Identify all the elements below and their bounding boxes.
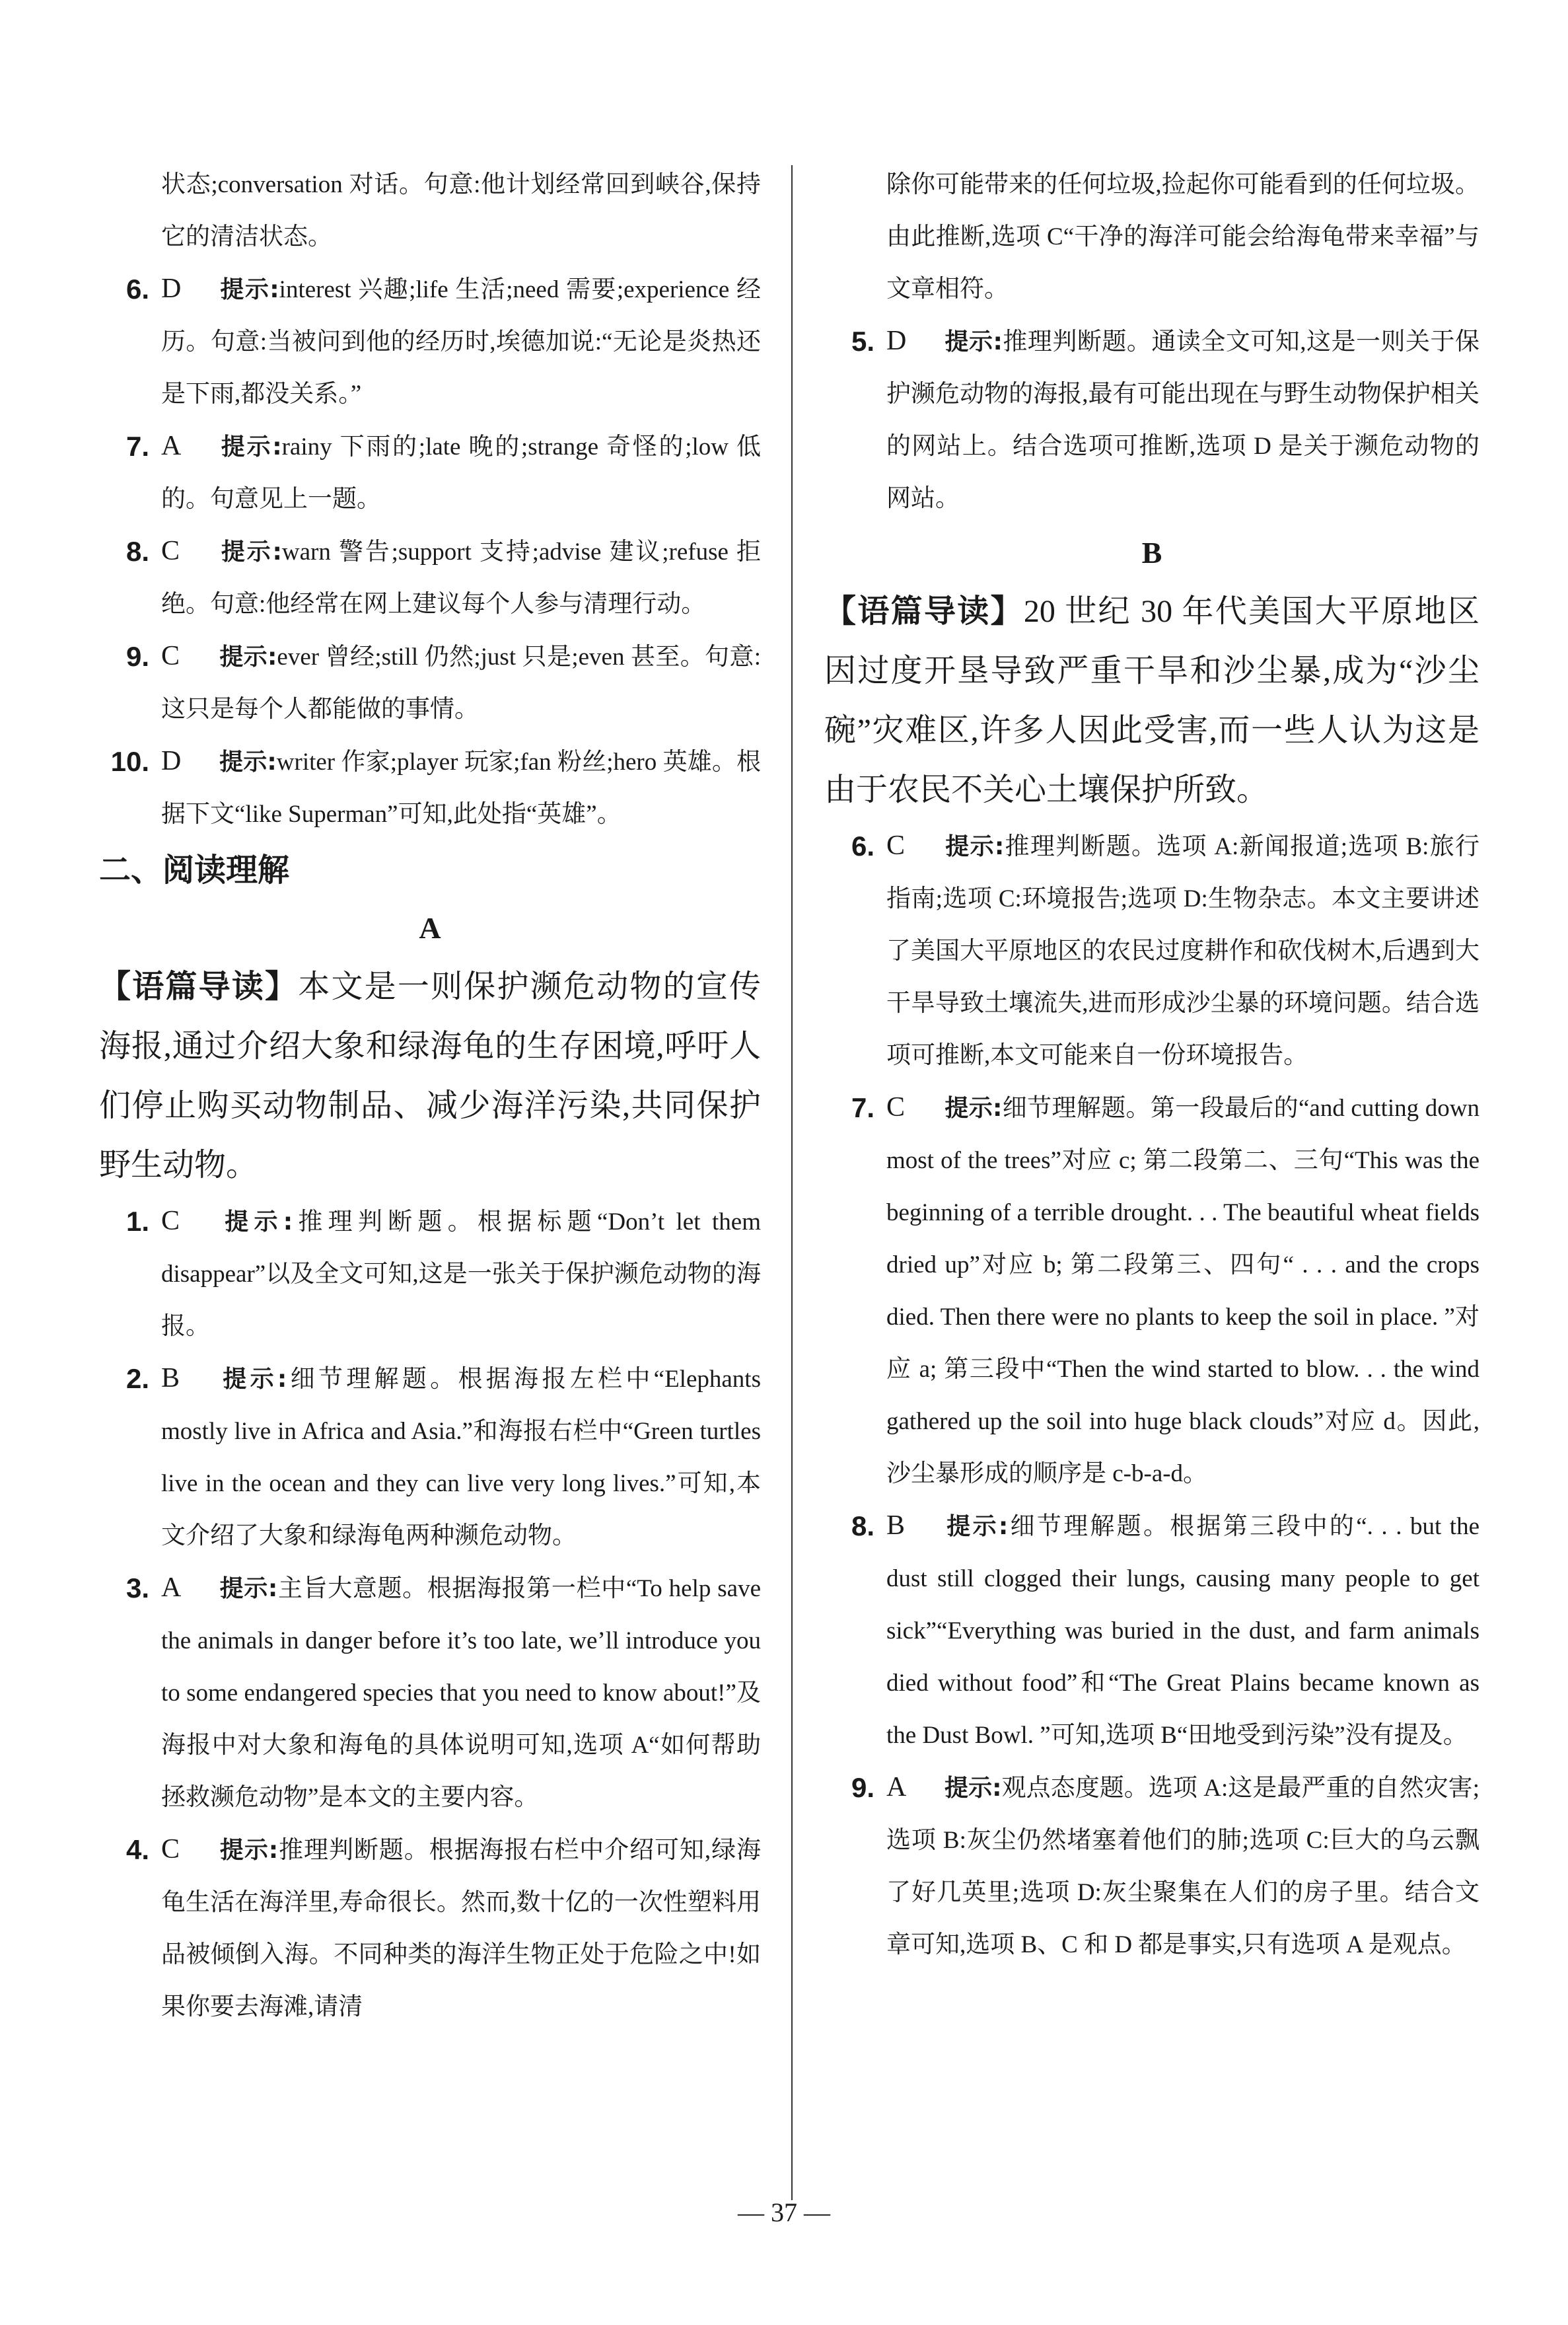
question-number: 6. — [851, 830, 874, 862]
hint-label: 提示: — [944, 1775, 1002, 1802]
question-number: 4. — [125, 1834, 149, 1865]
intro-label: 【语篇导读】 — [99, 968, 299, 1005]
answer-item — [824, 1761, 1479, 1971]
question-number: 7. — [851, 1092, 874, 1123]
hint-label: 提示: — [219, 1575, 278, 1602]
answer-item — [824, 1500, 1479, 1761]
answer-item — [99, 525, 761, 630]
section-title: 二、阅读理解 — [99, 852, 290, 889]
hint-label: 提示: — [219, 1837, 279, 1864]
hint-text: ever 曾经;still 仍然;just 只是;even 甚至。句意:这只是每个人都能做的事情。 — [161, 644, 761, 723]
hint-text: 细节理解题。根据海报左栏中“Elephants mostly live in Africa and Asia.”和海报右栏中“Green turtles live in the ocean and they can live very long lives.”可知,本文介绍了大象和绿海龟两种濒危动物。 — [161, 1366, 761, 1549]
answer-letter: D — [161, 274, 182, 304]
answer-letter: A — [886, 1772, 907, 1802]
answer-item — [99, 420, 761, 525]
question-number: 6. — [125, 274, 149, 305]
answer-letter: D — [886, 326, 907, 356]
intro-text: 本文是一则保护濒危动物的宣传海报,通过介绍大象和绿海龟的生存困境,呼吁人们停止购买动物制品、减少海洋污染,共同保护野生动物。 — [99, 969, 761, 1183]
hint-text: warn 警告;support 支持;advise 建议;refuse 拒绝。句意:他经常在网上建议每个人参与清理行动。 — [161, 538, 761, 618]
left-column — [99, 159, 761, 2033]
answer-item — [824, 1082, 1479, 1500]
continuation-text: 除你可能带来的任何垃圾,捡起你可能看到的任何垃圾。由此推断,选项 C“干净的海洋可能会给海龟带来幸福”与文章相符。 — [886, 171, 1479, 303]
hint-label: 提示: — [219, 1208, 293, 1236]
hint-label: 提示: — [944, 833, 1005, 860]
intro-text: 20 世纪 30 年代美国大平原地区因过度开垦导致严重干旱和沙尘暴,成为“沙尘碗”灾难区,许多人因此受害,而一些人认为这是由于农民不关心土壤保护所致。 — [824, 594, 1479, 807]
answer-letter: A — [161, 431, 182, 461]
hint-text: 推理判断题。根据标题“Don’t let them disappear”以及全文可知,这是一张关于保护濒危动物的海报。 — [161, 1208, 761, 1340]
intro-label: 【语篇导读】 — [824, 593, 1024, 630]
answer-letter: C — [161, 1834, 180, 1864]
right-column — [824, 159, 1479, 1971]
hint-text: 主旨大意题。根据海报第一栏中“To help save the animals in danger before it’s too late, we’ll introduce you to some endangered species that you need to know about!”及海报中对大象和海龟的具体说明可知,选项 A“如何帮助拯救濒危动物”是本文的主要内容。 — [161, 1575, 761, 1811]
page-number: — 37 — — [738, 2197, 830, 2227]
answer-letter: C — [886, 830, 906, 861]
question-number: 2. — [125, 1363, 149, 1394]
answer-item — [99, 1195, 761, 1352]
continuation-text: 状态;conversation 对话。句意:他计划经常回到峡谷,保持它的清洁状态。 — [161, 171, 761, 250]
answer-letter: B — [161, 1363, 180, 1393]
hint-label: 提示: — [219, 1366, 287, 1393]
hint-label: 提示: — [944, 328, 1003, 355]
hint-text: writer 作家;player 玩家;fan 粉丝;hero 英雄。根据下文“like Superman”可知,此处指“英雄”。 — [161, 749, 761, 828]
question-number: 8. — [851, 1510, 874, 1541]
hint-text: 细节理解题。根据第三段中的“. . . but the dust still clogged their lungs, causing many people to get sick”“Everything was buried in the dust, and farm animals died without food”和“The Great Plains became known as the Dust Bowl. ”可知,选项 B“田地受到污染”没有提及。 — [886, 1513, 1479, 1749]
hint-label: 提示: — [219, 538, 282, 566]
column-divider — [791, 165, 793, 2200]
answer-item — [99, 630, 761, 735]
part-label: A — [419, 911, 441, 945]
answer-letter: C — [886, 1092, 906, 1123]
question-number: 9. — [851, 1772, 874, 1803]
answer-letter: C — [161, 536, 180, 566]
reading-intro — [99, 957, 761, 1195]
hint-text: 推理判断题。选项 A:新闻报道;选项 B:旅行指南;选项 C:环境报告;选项 D:生物杂志。本文主要讲述了美国大平原地区的农民过度耕作和砍伐树木,后遇到大干旱导致土壤流失,进而形成沙尘暴的环境问题。结合选项可推断,本文可能来自一份环境报告。 — [886, 833, 1479, 1069]
hint-label: 提示: — [219, 433, 282, 461]
hint-text: 推理判断题。通读全文可知,这是一则关于保护濒危动物的海报,最有可能出现在与野生动物保护相关的网站上。结合选项可推断,选项 D 是关于濒危动物的网站。 — [886, 328, 1480, 512]
part-label: B — [1141, 536, 1162, 570]
question-number: 3. — [125, 1572, 149, 1604]
question-number: 10. — [110, 746, 149, 777]
answer-letter: D — [161, 746, 182, 776]
hint-text: 细节理解题。第一段最后的“and cutting down most of the trees”对应 c; 第二段第二、三句“This was the beginning of a terrible drought. . . The beautiful wheat fields dried up”对应 b; 第二段第三、四句“ . . . and the crops died. Then there were no plants to keep the soil in place. ”对应 a; 第三段中“Then the wind started to blow. . . the wind gathered up the soil into huge black clouds”对应 d。因此,沙尘暴形成的顺序是 c-b-a-d。 — [886, 1095, 1480, 1487]
hint-text: rainy 下雨的;late 晚的;strange 奇怪的;low 低的。句意见上一题。 — [161, 433, 761, 513]
answer-letter: B — [886, 1510, 906, 1541]
hint-label: 提示: — [944, 1513, 1009, 1540]
hint-label: 提示: — [944, 1095, 1003, 1122]
answer-item — [824, 820, 1479, 1082]
question-number: 7. — [125, 431, 149, 462]
hint-label: 提示: — [219, 276, 279, 303]
hint-label: 提示: — [219, 644, 277, 671]
answer-item — [99, 1562, 761, 1824]
reading-intro — [824, 581, 1479, 820]
answer-letter: C — [161, 641, 180, 671]
answer-letter: A — [161, 1572, 182, 1603]
answer-letter: C — [161, 1206, 180, 1236]
hint-text: 推理判断题。根据海报右栏中介绍可知,绿海龟生活在海洋里,寿命很长。然而,数十亿的一次性塑料用品被倾倒入海。不同种类的海洋生物正处于危险之中!如果你要去海滩,请清 — [161, 1837, 761, 2020]
hint-text: 观点态度题。选项 A:这是最严重的自然灾害;选项 B:灰尘仍然堵塞着他们的肺;选项 C:巨大的乌云飘了好几英里;选项 D:灰尘聚集在人们的房子里。结合文章可知,选项 B、C 和 D 都是事实,只有选项 A 是观点。 — [886, 1775, 1479, 1958]
answer-item — [99, 1352, 761, 1562]
hint-text: interest 兴趣;life 生活;need 需要;experience 经历。句意:当被问到他的经历时,埃德加说:“无论是炎热还是下雨,都没关系。” — [161, 276, 761, 408]
answer-item — [99, 263, 761, 420]
question-number: 8. — [125, 536, 149, 567]
question-number: 1. — [125, 1206, 149, 1237]
answer-item — [99, 735, 761, 840]
hint-label: 提示: — [219, 749, 277, 776]
answer-item — [99, 1824, 761, 2033]
question-number: 9. — [125, 641, 149, 672]
question-number: 5. — [851, 326, 874, 357]
answer-item — [824, 315, 1479, 525]
